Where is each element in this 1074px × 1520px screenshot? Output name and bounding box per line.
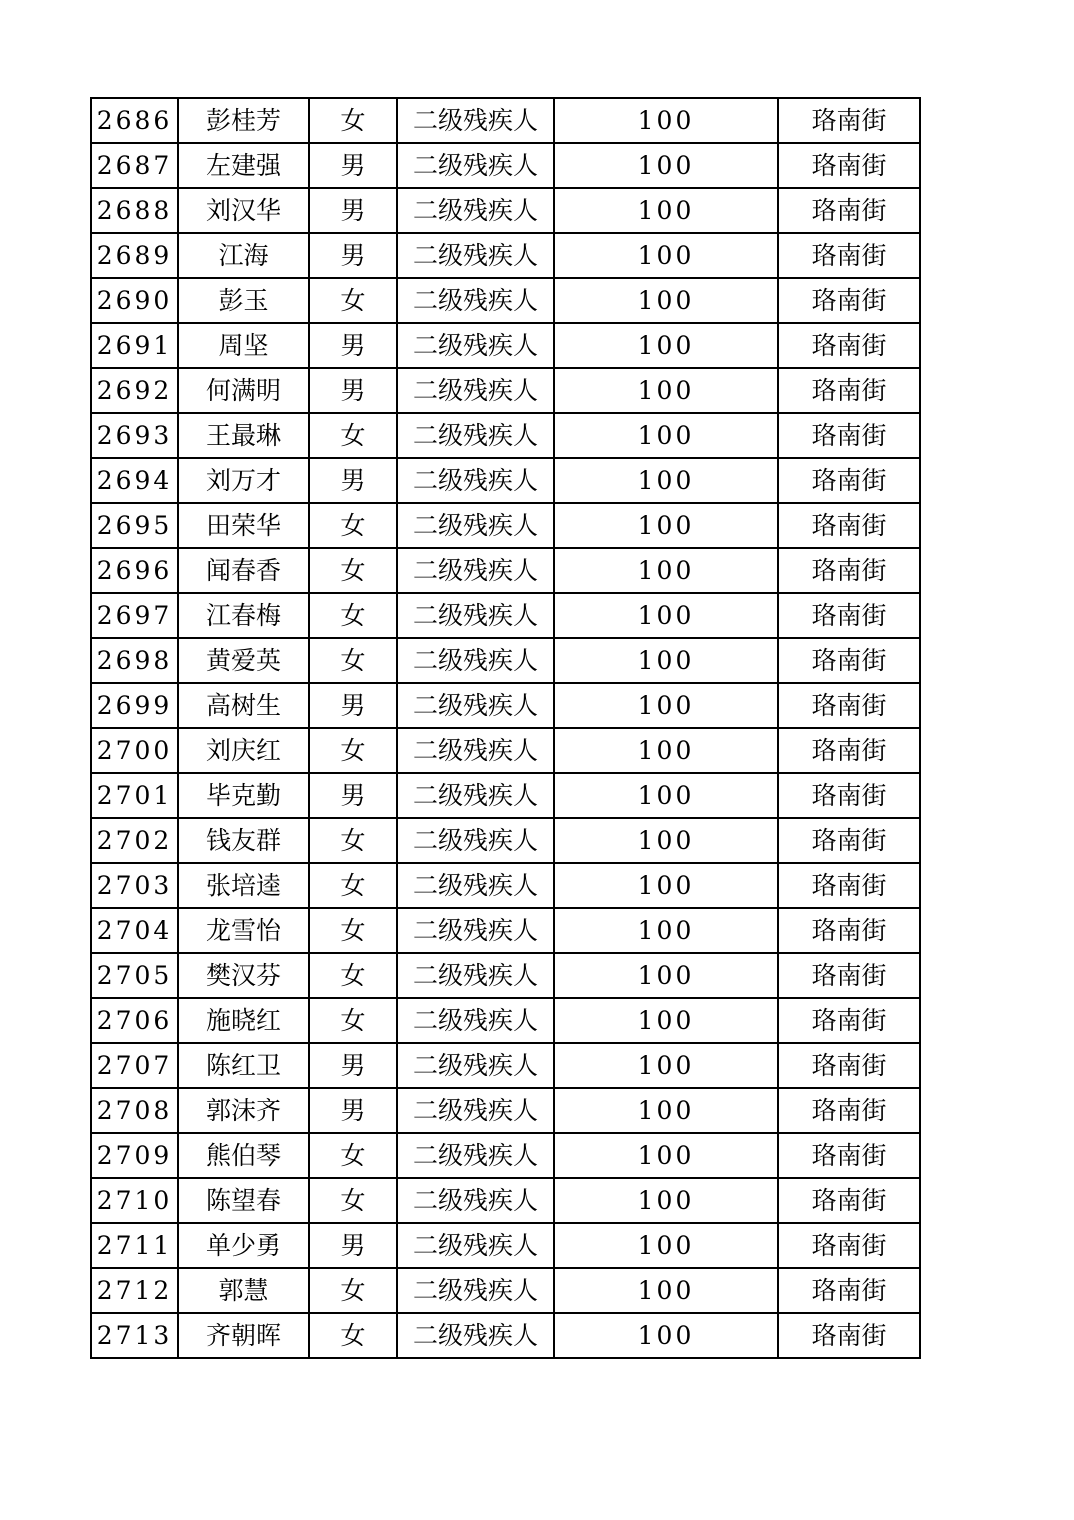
table-row (91, 323, 920, 368)
gender-cell: 女 (309, 548, 397, 593)
row-number-cell: 2689 (91, 233, 178, 278)
street-cell: 珞南街 (778, 1223, 920, 1268)
person-name-cell: 钱友群 (178, 818, 309, 863)
street-cell: 珞南街 (778, 413, 920, 458)
amount-cell: 100 (554, 503, 778, 548)
gender-cell: 男 (309, 1223, 397, 1268)
person-name-cell: 黄爱英 (178, 638, 309, 683)
row-number-cell: 2709 (91, 1133, 178, 1178)
person-name-cell: 江海 (178, 233, 309, 278)
gender-cell: 女 (309, 863, 397, 908)
disability-category-cell: 二级残疾人 (397, 638, 554, 683)
street-cell: 珞南街 (778, 1178, 920, 1223)
gender-cell: 男 (309, 773, 397, 818)
disability-category-cell: 二级残疾人 (397, 278, 554, 323)
table-row (91, 773, 920, 818)
row-number-cell: 2701 (91, 773, 178, 818)
amount-cell: 100 (554, 1088, 778, 1133)
table-row (91, 503, 920, 548)
gender-cell: 男 (309, 1088, 397, 1133)
disability-category-cell: 二级残疾人 (397, 1178, 554, 1223)
amount-cell: 100 (554, 143, 778, 188)
street-cell: 珞南街 (778, 1043, 920, 1088)
table-row (91, 188, 920, 233)
row-number-cell: 2696 (91, 548, 178, 593)
disability-category-cell: 二级残疾人 (397, 998, 554, 1043)
person-name-cell: 单少勇 (178, 1223, 309, 1268)
person-name-cell: 刘汉华 (178, 188, 309, 233)
gender-cell: 女 (309, 638, 397, 683)
amount-cell: 100 (554, 188, 778, 233)
amount-cell: 100 (554, 818, 778, 863)
table-row (91, 593, 920, 638)
amount-cell: 100 (554, 233, 778, 278)
gender-cell: 女 (309, 503, 397, 548)
street-cell: 珞南街 (778, 728, 920, 773)
amount-cell: 100 (554, 1178, 778, 1223)
disability-category-cell: 二级残疾人 (397, 818, 554, 863)
gender-cell: 女 (309, 1268, 397, 1313)
person-name-cell: 何满明 (178, 368, 309, 413)
street-cell: 珞南街 (778, 548, 920, 593)
street-cell: 珞南街 (778, 1133, 920, 1178)
person-name-cell: 郭慧 (178, 1268, 309, 1313)
gender-cell: 女 (309, 1133, 397, 1178)
row-number-cell: 2713 (91, 1313, 178, 1358)
street-cell: 珞南街 (778, 98, 920, 143)
table-row (91, 1043, 920, 1088)
table-row (91, 233, 920, 278)
disability-category-cell: 二级残疾人 (397, 908, 554, 953)
street-cell: 珞南街 (778, 953, 920, 998)
person-name-cell: 高树生 (178, 683, 309, 728)
street-cell: 珞南街 (778, 368, 920, 413)
row-number-cell: 2705 (91, 953, 178, 998)
table-row (91, 863, 920, 908)
amount-cell: 100 (554, 953, 778, 998)
row-number-cell: 2686 (91, 98, 178, 143)
disability-category-cell: 二级残疾人 (397, 188, 554, 233)
row-number-cell: 2708 (91, 1088, 178, 1133)
table-row (91, 278, 920, 323)
disability-category-cell: 二级残疾人 (397, 1223, 554, 1268)
street-cell: 珞南街 (778, 998, 920, 1043)
disability-category-cell: 二级残疾人 (397, 728, 554, 773)
table-row (91, 1268, 920, 1313)
person-name-cell: 毕克勤 (178, 773, 309, 818)
person-name-cell: 齐朝晖 (178, 1313, 309, 1358)
street-cell: 珞南街 (778, 1313, 920, 1358)
roster-table (90, 97, 921, 1359)
disability-category-cell: 二级残疾人 (397, 593, 554, 638)
disability-category-cell: 二级残疾人 (397, 323, 554, 368)
row-number-cell: 2695 (91, 503, 178, 548)
street-cell: 珞南街 (778, 503, 920, 548)
gender-cell: 男 (309, 323, 397, 368)
table-row (91, 728, 920, 773)
disability-category-cell: 二级残疾人 (397, 548, 554, 593)
disability-category-cell: 二级残疾人 (397, 368, 554, 413)
street-cell: 珞南街 (778, 818, 920, 863)
amount-cell: 100 (554, 458, 778, 503)
person-name-cell: 郭沫齐 (178, 1088, 309, 1133)
amount-cell: 100 (554, 323, 778, 368)
gender-cell: 女 (309, 953, 397, 998)
row-number-cell: 2698 (91, 638, 178, 683)
table-row (91, 1223, 920, 1268)
disability-category-cell: 二级残疾人 (397, 773, 554, 818)
gender-cell: 男 (309, 143, 397, 188)
person-name-cell: 江春梅 (178, 593, 309, 638)
street-cell: 珞南街 (778, 638, 920, 683)
disability-category-cell: 二级残疾人 (397, 503, 554, 548)
gender-cell: 女 (309, 278, 397, 323)
gender-cell: 男 (309, 683, 397, 728)
amount-cell: 100 (554, 1223, 778, 1268)
row-number-cell: 2699 (91, 683, 178, 728)
disability-category-cell: 二级残疾人 (397, 1088, 554, 1133)
row-number-cell: 2700 (91, 728, 178, 773)
row-number-cell: 2691 (91, 323, 178, 368)
row-number-cell: 2711 (91, 1223, 178, 1268)
row-number-cell: 2703 (91, 863, 178, 908)
gender-cell: 女 (309, 98, 397, 143)
row-number-cell: 2692 (91, 368, 178, 413)
disability-category-cell: 二级残疾人 (397, 143, 554, 188)
person-name-cell: 左建强 (178, 143, 309, 188)
gender-cell: 男 (309, 1043, 397, 1088)
street-cell: 珞南街 (778, 863, 920, 908)
amount-cell: 100 (554, 728, 778, 773)
disability-category-cell: 二级残疾人 (397, 683, 554, 728)
table-row (91, 548, 920, 593)
row-number-cell: 2702 (91, 818, 178, 863)
person-name-cell: 熊伯琴 (178, 1133, 309, 1178)
gender-cell: 男 (309, 368, 397, 413)
disability-category-cell: 二级残疾人 (397, 863, 554, 908)
row-number-cell: 2712 (91, 1268, 178, 1313)
amount-cell: 100 (554, 638, 778, 683)
disability-category-cell: 二级残疾人 (397, 953, 554, 998)
person-name-cell: 刘庆红 (178, 728, 309, 773)
street-cell: 珞南街 (778, 323, 920, 368)
disability-category-cell: 二级残疾人 (397, 1043, 554, 1088)
street-cell: 珞南街 (778, 233, 920, 278)
disability-category-cell: 二级残疾人 (397, 1133, 554, 1178)
person-name-cell: 刘万才 (178, 458, 309, 503)
table-row (91, 1133, 920, 1178)
amount-cell: 100 (554, 1133, 778, 1178)
person-name-cell: 王最琳 (178, 413, 309, 458)
street-cell: 珞南街 (778, 458, 920, 503)
row-number-cell: 2697 (91, 593, 178, 638)
gender-cell: 女 (309, 908, 397, 953)
disability-category-cell: 二级残疾人 (397, 1313, 554, 1358)
person-name-cell: 闻春香 (178, 548, 309, 593)
street-cell: 珞南街 (778, 593, 920, 638)
street-cell: 珞南街 (778, 278, 920, 323)
row-number-cell: 2690 (91, 278, 178, 323)
amount-cell: 100 (554, 908, 778, 953)
amount-cell: 100 (554, 593, 778, 638)
amount-cell: 100 (554, 1268, 778, 1313)
table-row (91, 413, 920, 458)
person-name-cell: 陈红卫 (178, 1043, 309, 1088)
table-row (91, 368, 920, 413)
roster-table-body (91, 98, 920, 1358)
person-name-cell: 彭桂芳 (178, 98, 309, 143)
disability-category-cell: 二级残疾人 (397, 98, 554, 143)
row-number-cell: 2704 (91, 908, 178, 953)
table-row (91, 458, 920, 503)
person-name-cell: 施晓红 (178, 998, 309, 1043)
street-cell: 珞南街 (778, 1088, 920, 1133)
gender-cell: 男 (309, 233, 397, 278)
amount-cell: 100 (554, 368, 778, 413)
amount-cell: 100 (554, 548, 778, 593)
person-name-cell: 周坚 (178, 323, 309, 368)
amount-cell: 100 (554, 863, 778, 908)
gender-cell: 女 (309, 593, 397, 638)
gender-cell: 女 (309, 1178, 397, 1223)
table-row (91, 143, 920, 188)
row-number-cell: 2706 (91, 998, 178, 1043)
amount-cell: 100 (554, 683, 778, 728)
row-number-cell: 2710 (91, 1178, 178, 1223)
street-cell: 珞南街 (778, 143, 920, 188)
amount-cell: 100 (554, 998, 778, 1043)
table-row (91, 953, 920, 998)
row-number-cell: 2687 (91, 143, 178, 188)
amount-cell: 100 (554, 773, 778, 818)
disability-category-cell: 二级残疾人 (397, 233, 554, 278)
disability-category-cell: 二级残疾人 (397, 458, 554, 503)
disability-category-cell: 二级残疾人 (397, 413, 554, 458)
table-row (91, 683, 920, 728)
street-cell: 珞南街 (778, 683, 920, 728)
street-cell: 珞南街 (778, 188, 920, 233)
table-row (91, 908, 920, 953)
amount-cell: 100 (554, 1043, 778, 1088)
row-number-cell: 2694 (91, 458, 178, 503)
table-row (91, 98, 920, 143)
row-number-cell: 2693 (91, 413, 178, 458)
gender-cell: 女 (309, 818, 397, 863)
row-number-cell: 2707 (91, 1043, 178, 1088)
gender-cell: 女 (309, 1313, 397, 1358)
gender-cell: 男 (309, 188, 397, 233)
gender-cell: 女 (309, 413, 397, 458)
street-cell: 珞南街 (778, 773, 920, 818)
person-name-cell: 田荣华 (178, 503, 309, 548)
street-cell: 珞南街 (778, 908, 920, 953)
row-number-cell: 2688 (91, 188, 178, 233)
street-cell: 珞南街 (778, 1268, 920, 1313)
amount-cell: 100 (554, 278, 778, 323)
amount-cell: 100 (554, 413, 778, 458)
table-row (91, 638, 920, 683)
gender-cell: 女 (309, 728, 397, 773)
person-name-cell: 张培逵 (178, 863, 309, 908)
disability-category-cell: 二级残疾人 (397, 1268, 554, 1313)
gender-cell: 男 (309, 458, 397, 503)
person-name-cell: 彭玉 (178, 278, 309, 323)
person-name-cell: 陈望春 (178, 1178, 309, 1223)
table-row (91, 1313, 920, 1358)
person-name-cell: 樊汉芬 (178, 953, 309, 998)
table-row (91, 1088, 920, 1133)
person-name-cell: 龙雪怡 (178, 908, 309, 953)
gender-cell: 女 (309, 998, 397, 1043)
table-row (91, 1178, 920, 1223)
table-row (91, 818, 920, 863)
amount-cell: 100 (554, 1313, 778, 1358)
amount-cell: 100 (554, 98, 778, 143)
table-row (91, 998, 920, 1043)
